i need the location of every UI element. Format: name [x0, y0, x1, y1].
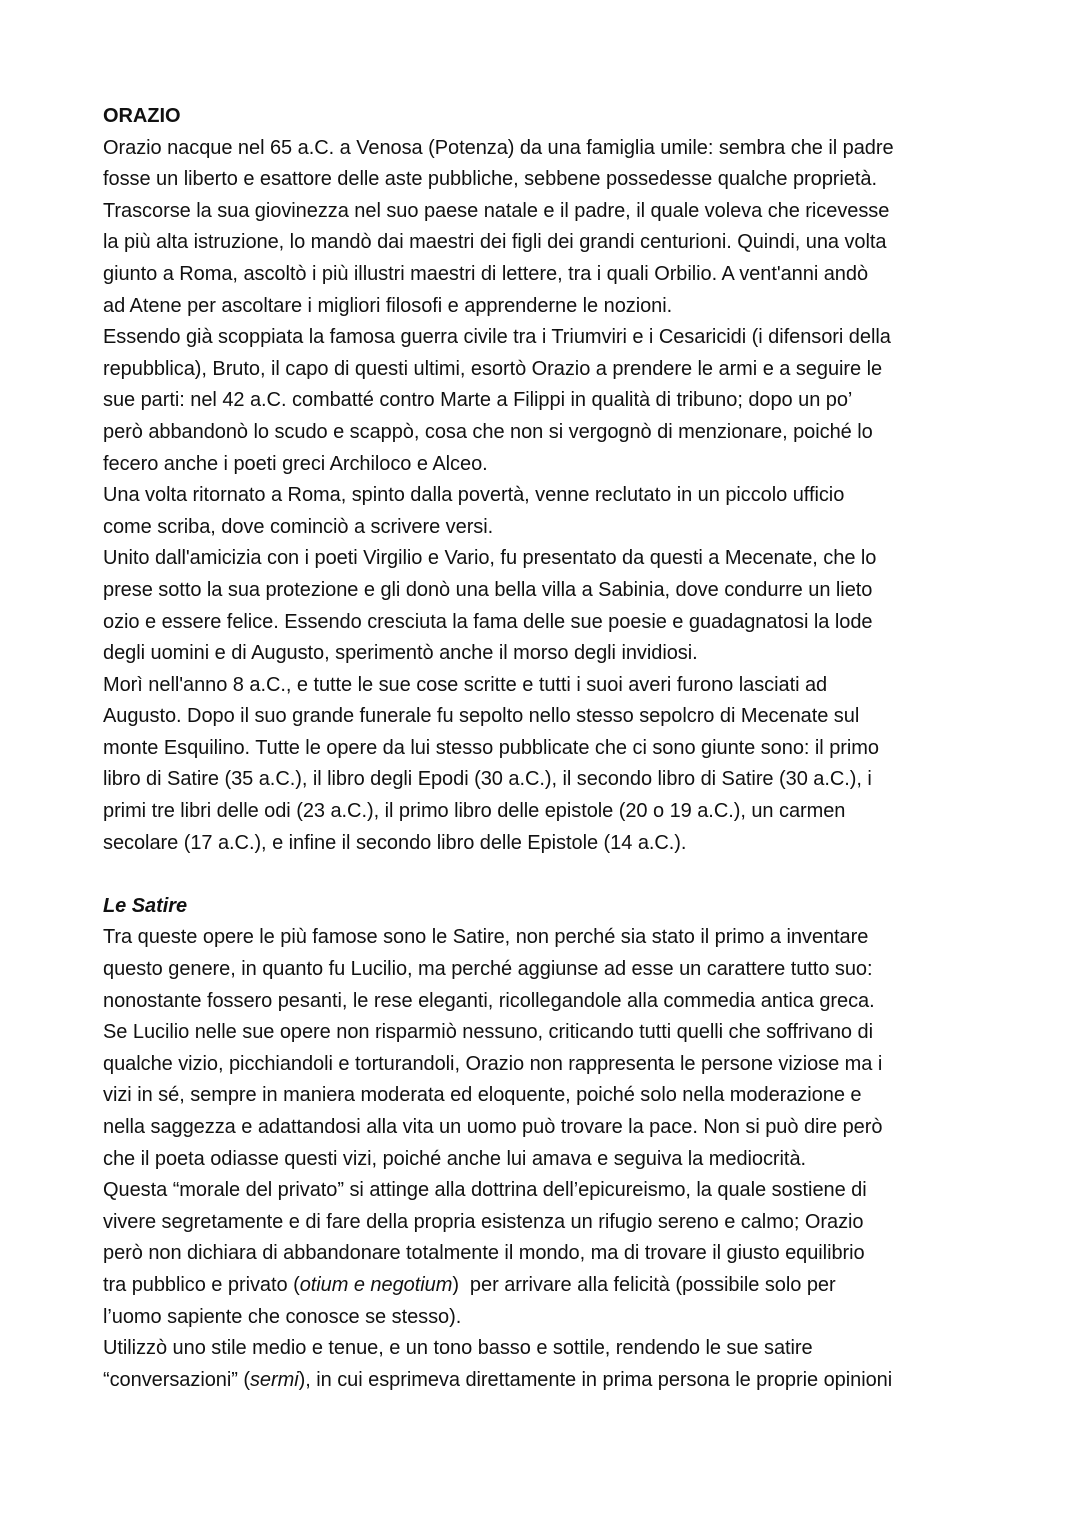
text-line: vivere segretamente e di fare della propria esistenza un rifugio sereno e calmo; Orazio	[103, 1210, 864, 1233]
text-line: nella saggezza e adattandosi alla vita un uomo può trovare la pace. Non si può dire però	[103, 1116, 883, 1138]
text-line: Questa “morale del privato” si attinge alla dottrina dell’epicureismo, la quale sostiene di	[103, 1179, 867, 1202]
text-line: la più alta istruzione, lo mandò dai maestri dei figli dei grandi centurioni. Quindi, una volta	[103, 231, 887, 254]
text-line: monte Esquilino. Tutte le opere da lui stesso pubblicate che ci sono giunte sono: il primo	[103, 736, 879, 759]
text-line: Unito dall'amicizia con i poeti Virgilio e Vario, fu presentato da questi a Mecenate, che lo	[103, 547, 877, 570]
text-run: ) per arrivare alla felicità (possibile solo per	[452, 1273, 836, 1296]
text-run: ), in cui esprimeva direttamente in prima persona le proprie opinioni	[298, 1368, 893, 1391]
text-line: Una volta ritornato a Roma, spinto dalla povertà, venne reclutato in un piccolo ufficio	[103, 484, 845, 507]
paragraph-spacer	[103, 859, 983, 891]
text-line: Trascorse la sua giovinezza nel suo paese natale e il padre, il quale voleva che ricevesse	[103, 199, 890, 222]
text-line: ad Atene per ascoltare i migliori filosofi e apprenderne le nozioni.	[103, 294, 673, 317]
text-line: sue parti: nel 42 a.C. combatté contro Marte a Filippi in qualità di tribuno; dopo un po’	[103, 389, 853, 412]
text-run: “conversazioni” (	[103, 1368, 250, 1391]
text-line-otium	[103, 1270, 983, 1302]
text-line: che il poeta odiasse questi vizi, poiché anche lui amava e seguiva la mediocrità.	[103, 1147, 807, 1170]
text-line: fosse un liberto e esattore delle aste pubbliche, sebbene possedesse qualche proprietà.	[103, 168, 877, 191]
text-line: nonostante fossero pesanti, le rese eleganti, ricollegandole alla commedia antica greca.	[103, 989, 875, 1012]
italic-term-sermi: sermi	[249, 1368, 299, 1391]
text-line: come scriba, dove cominciò a scrivere versi.	[103, 515, 494, 538]
text-line: degli uomini e di Augusto, sperimentò anche il morso degli invidiosi.	[103, 642, 698, 665]
text-line: questo genere, in quanto fu Lucilio, ma perché aggiunse ad esse un carattere tutto suo:	[103, 958, 873, 981]
text-line: l’uomo sapiente che conosce se stesso).	[103, 1305, 462, 1328]
text-line: primi tre libri delle odi (23 a.C.), il primo libro delle epistole (20 o 19 a.C.), un carmen	[103, 800, 846, 823]
text-line: secolare (17 a.C.), e infine il secondo libro delle Epistole (14 a.C.).	[103, 831, 687, 854]
orazio-biography	[103, 133, 983, 860]
section-title-orazio: ORAZIO	[103, 105, 181, 127]
text-line: Se Lucilio nelle sue opere non risparmiò nessuno, criticando tutti quelli che soffrivano di	[103, 1021, 873, 1044]
text-line: fecero anche i poeti greci Archiloco e Alceo.	[103, 452, 488, 475]
text-line: Utilizzò uno stile medio e tenue, e un tono basso e sottile, rendendo le sue satire	[103, 1337, 813, 1360]
text-line: Augusto. Dopo il suo grande funerale fu sepolto nello stesso sepolcro di Mecenate sul	[103, 705, 860, 728]
section-title-le-satire: Le Satire	[103, 894, 188, 917]
document-page	[103, 101, 983, 1396]
text-line: Tra queste opere le più famose sono le Satire, non perché sia stato il primo a inventare	[103, 926, 869, 949]
text-line: libro di Satire (35 a.C.), il libro degli Epodi (30 a.C.), il secondo libro di Satire (30 a.C.), i	[103, 768, 872, 791]
text-line: Morì nell'anno 8 a.C., e tutte le sue cose scritte e tutti i suoi averi furono lasciati ad	[103, 673, 828, 696]
satire-description	[103, 922, 983, 1396]
text-line: vizi in sé, sempre in maniera moderata ed eloquente, poiché solo nella moderazione e	[103, 1084, 862, 1107]
text-line: Essendo già scoppiata la famosa guerra civile tra i Triumviri e i Cesaricidi (i difensori della	[103, 326, 891, 349]
text-run: tra pubblico e privato (	[103, 1273, 300, 1296]
text-line: però non dichiara di abbandonare totalmente il mondo, ma di trovare il giusto equilibrio	[103, 1242, 865, 1265]
text-line: qualche vizio, picchiandoli e torturandoli, Orazio non rappresenta le persone viziose ma i	[103, 1052, 883, 1075]
text-line: prese sotto la sua protezione e gli donò una bella villa a Sabinia, dove condurre un lieto	[103, 578, 873, 601]
text-line-sermi	[103, 1365, 983, 1397]
text-line: repubblica), Bruto, il capo di questi ultimi, esortò Orazio a prendere le armi e a seguire le	[103, 357, 883, 380]
text-line: ozio e essere felice. Essendo cresciuta la fama delle sue poesie e guadagnatosi la lode	[103, 610, 873, 633]
text-line: giunto a Roma, ascoltò i più illustri maestri di lettere, tra i quali Orbilio. A vent'anni andò	[103, 262, 869, 285]
text-line: Orazio nacque nel 65 a.C. a Venosa (Potenza) da una famiglia umile: sembra che il padre	[103, 136, 894, 159]
italic-term-otium-negotium: otium e negotium	[299, 1273, 453, 1296]
text-line: però abbandonò lo scudo e scappò, cosa che non si vergognò di menzionare, poiché lo	[103, 420, 873, 443]
